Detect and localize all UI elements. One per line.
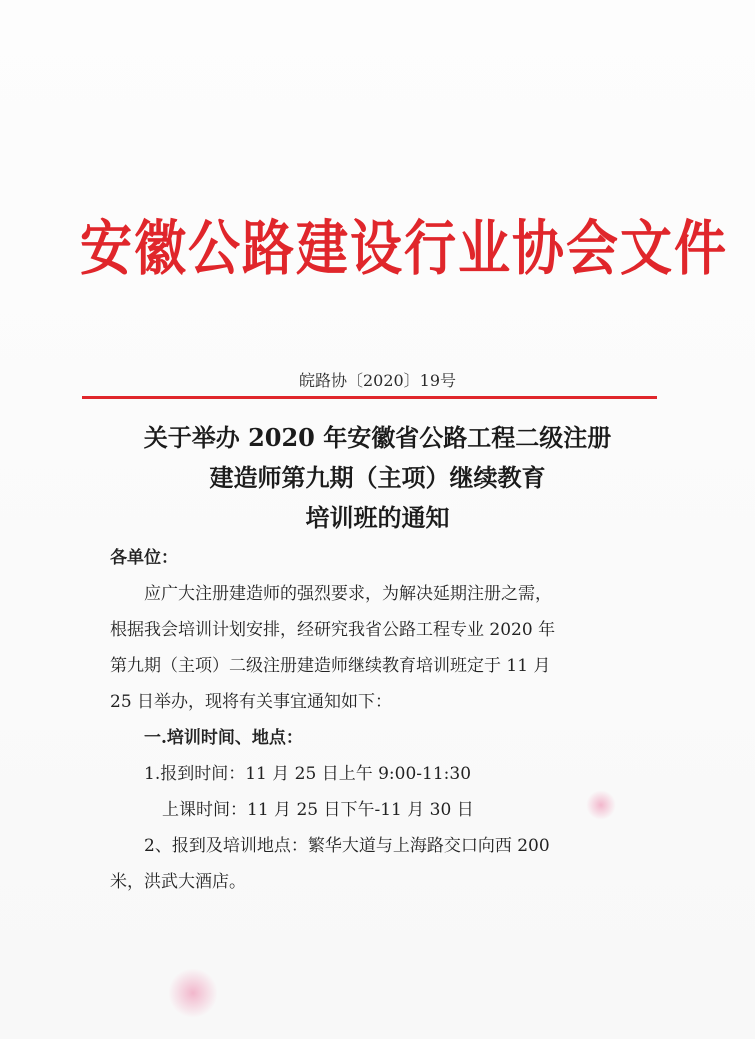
paragraph-line: 第九期（主项）二级注册建造师继续教育培训班定于 11 月 [110,656,551,676]
list-item: 2、报到及培训地点：繁华大道与上海路交口向西 200 [144,836,550,856]
header-red-rule [82,396,657,399]
notice-title [0,418,755,538]
title-line-3: 培训班的通知 [305,503,450,532]
paragraph-line: 25 日举办，现将有关事宜通知如下： [110,692,393,712]
salutation: 各单位： [110,548,178,568]
title-line-1: 关于举办 2020 年安徽省公路工程二级注册 [143,423,612,452]
list-item: 上课时间：11 月 25 日下午-11 月 30 日 [162,800,474,820]
ink-stain [168,968,218,1018]
title-line-2: 建造师第九期（主项）继续教育 [209,463,546,492]
notice-body [110,540,630,900]
paragraph-line: 应广大注册建造师的强烈要求，为解决延期注册之需， [144,584,552,604]
list-item: 1.报到时间：11 月 25 日上午 9:00-11:30 [144,764,472,784]
paragraph-line: 根据我会培训计划安排，经研究我省公路工程专业 2020 年 [110,620,556,640]
document-number: 皖路协〔2020〕19号 [298,371,457,390]
list-item: 米，洪武大酒店。 [110,872,246,892]
organization-header: 安徽公路建设行业协会文件 [80,213,729,284]
section-heading: 一.培训时间、地点： [144,728,303,748]
ink-stain [586,790,616,820]
